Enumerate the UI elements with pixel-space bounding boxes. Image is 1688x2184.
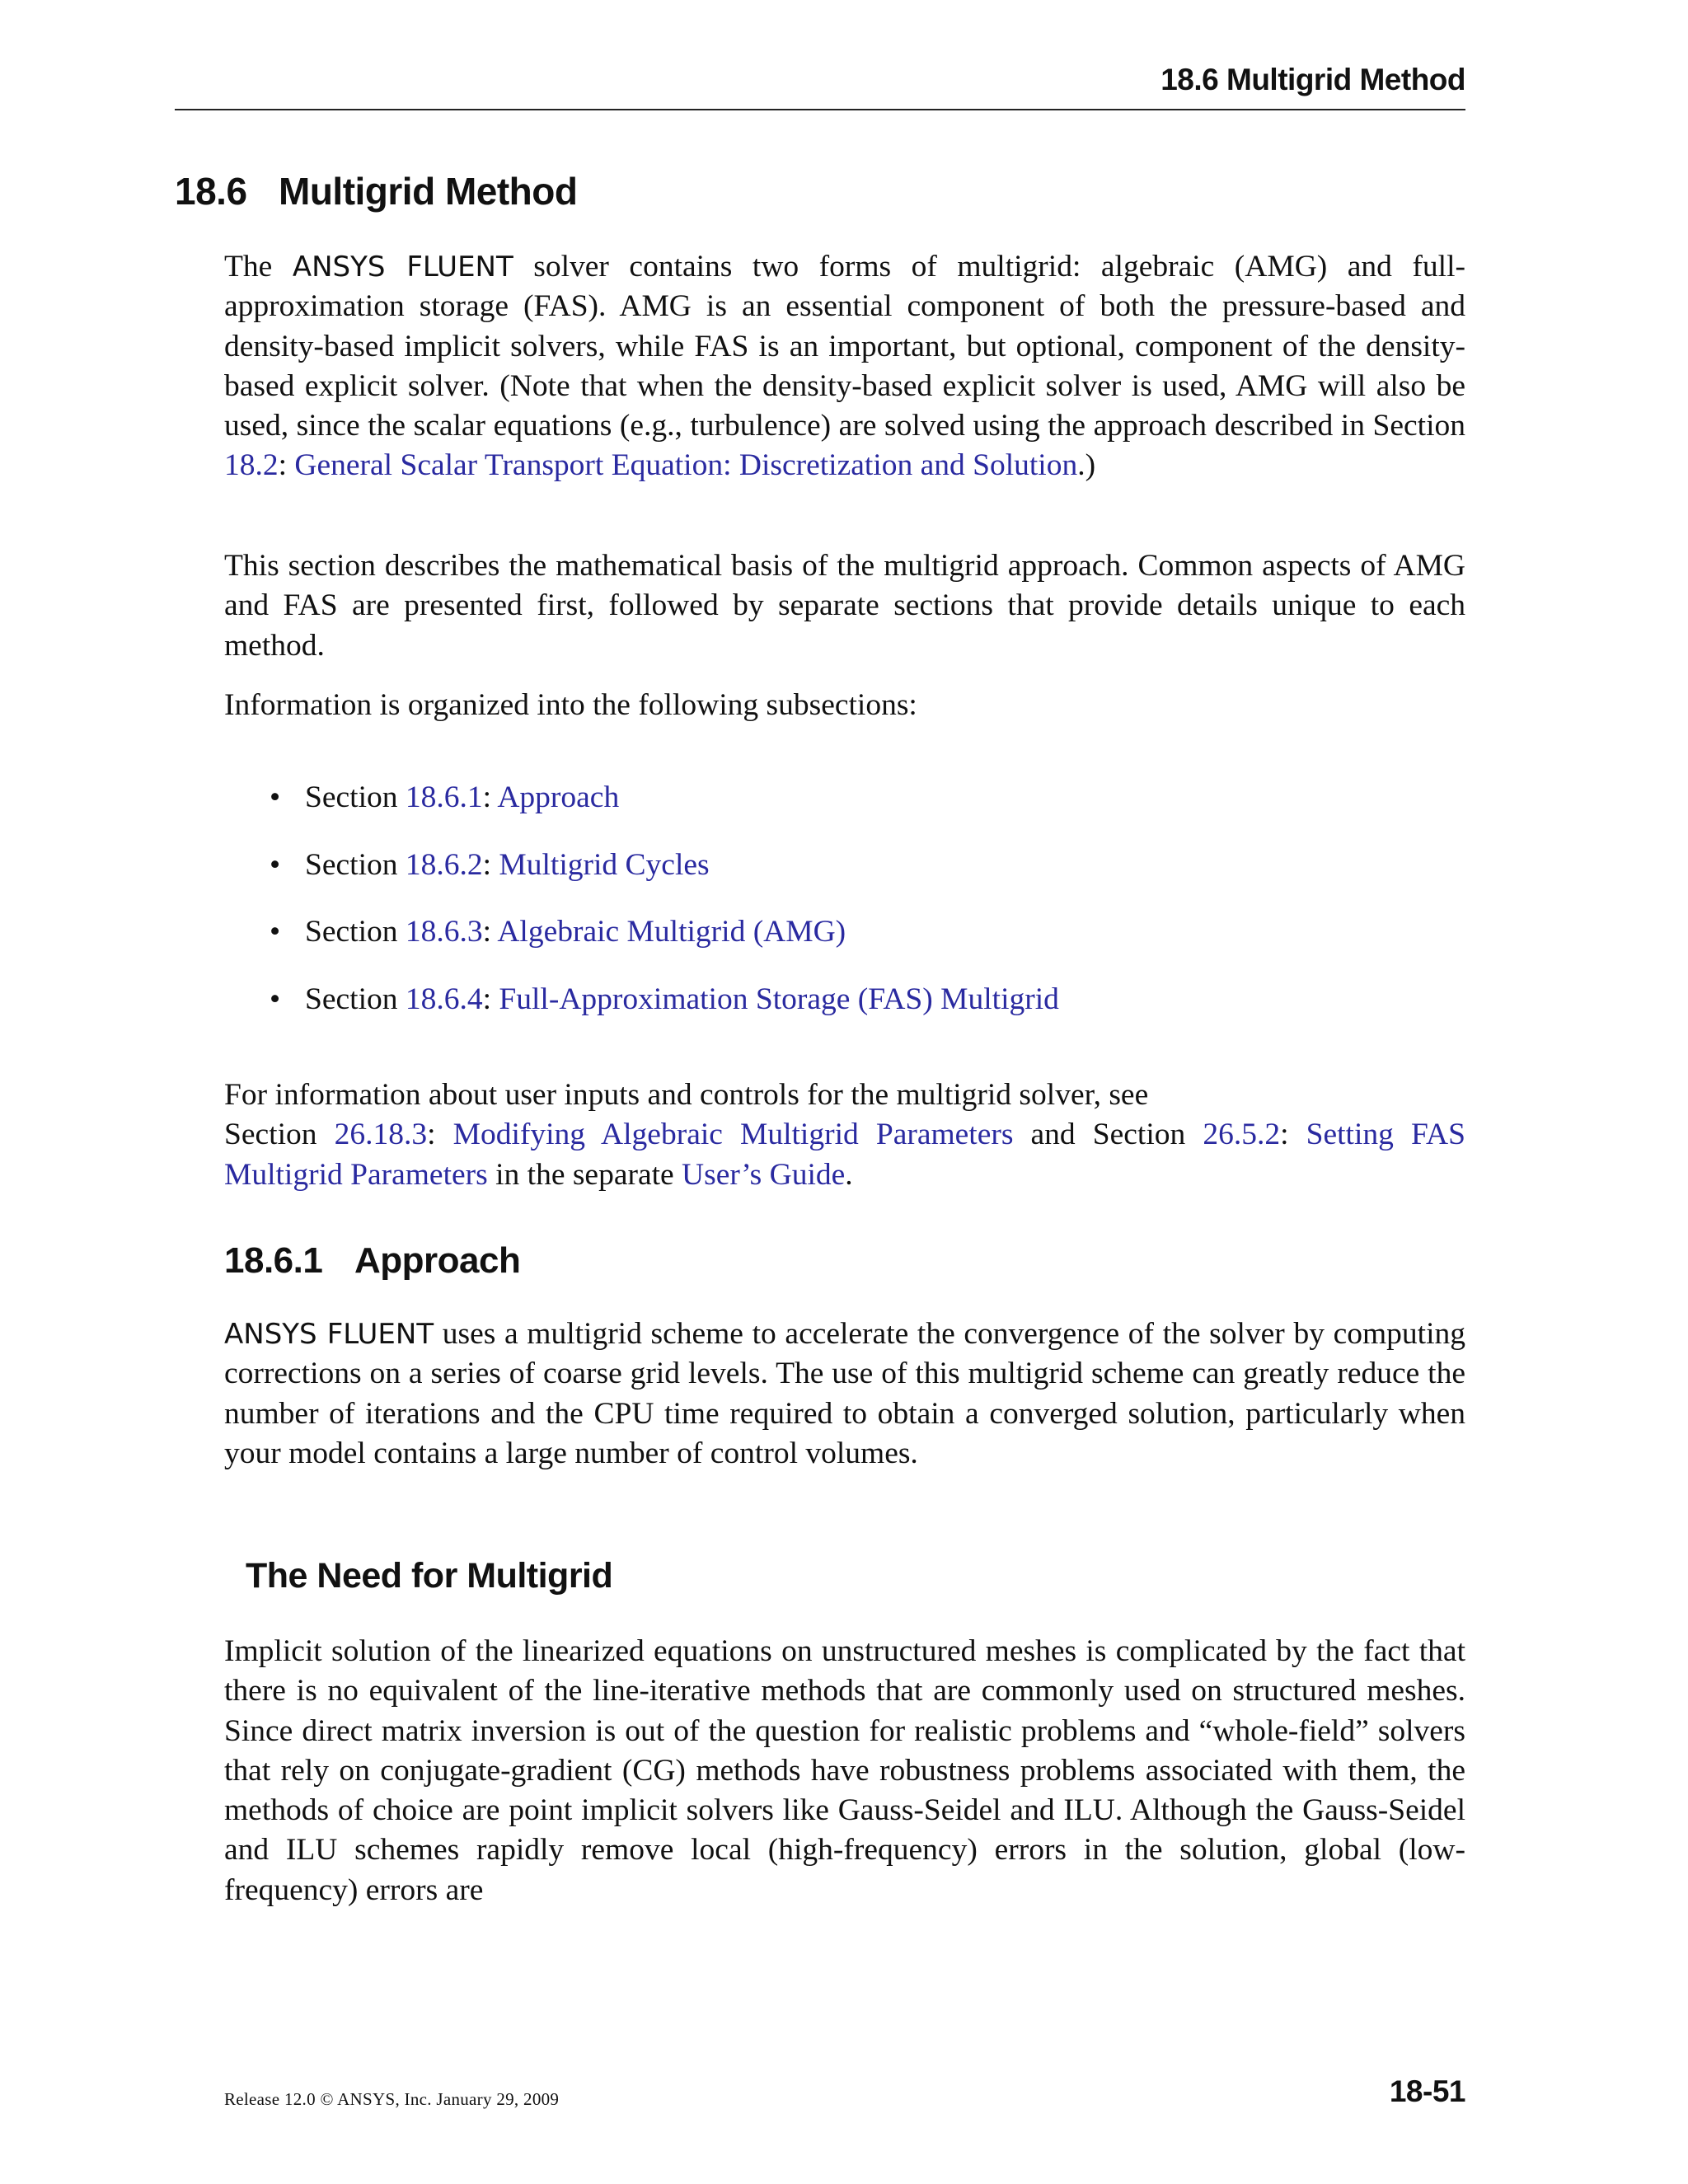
link-18-6-1[interactable]: 18.6.1 [405,780,483,814]
product-name: ANSYS FLUENT [292,251,513,284]
link-fas-multigrid[interactable]: Full-Approximation Storage (FAS) Multigrid [499,982,1059,1016]
approach-paragraph [224,1315,1465,1474]
link-setting-fas-parameters[interactable]: Setting FAS Multigrid Parameters [224,1118,1465,1192]
link-algebraic-multigrid[interactable]: Algebraic Multigrid (AMG) [497,915,846,949]
list-prefix: Section [305,847,406,882]
link-general-scalar-transport[interactable]: General Scalar Transport Equation: Discretization and Solution [294,448,1078,483]
subsection-list [272,778,1059,1047]
colon: : [482,780,498,814]
colon: : [278,448,295,483]
intro-paragraph-1 [224,247,1465,486]
user-inputs-text: For information about user inputs and controls for the multigrid solver, see [224,1078,1149,1112]
running-title: 18.6 Multigrid Method [1160,63,1465,96]
colon: : [427,1118,453,1152]
link-users-guide[interactable]: User’s Guide [682,1157,846,1192]
list-item [272,778,1059,846]
intro-paragraph-3: Information is organized into the following subsections: [224,688,917,722]
subsection-number: 18.6.1 [224,1240,323,1281]
list-prefix: Section [305,915,406,949]
link-18-6-4[interactable]: 18.6.4 [405,982,483,1016]
bullet-icon: • [270,982,281,1016]
user-inputs-text: in the separate [487,1157,682,1192]
bullet-icon: • [270,847,281,882]
section-title: Multigrid Method [279,170,578,213]
release-note: Release 12.0 © ANSYS, Inc. January 29, 2009 [224,2089,560,2109]
running-header [175,59,1465,110]
section-number: 18.6 [175,170,247,213]
need-heading: The Need for Multigrid [246,1556,613,1596]
subsection-title: Approach [354,1240,521,1281]
subsection-heading [224,1240,520,1282]
link-18-6-3[interactable]: 18.6.3 [405,915,483,949]
link-approach[interactable]: Approach [497,780,620,814]
intro-text: .) [1077,448,1096,483]
colon: : [482,847,499,882]
user-inputs-paragraph [224,1076,1465,1195]
link-multigrid-cycles[interactable]: Multigrid Cycles [499,847,710,882]
intro-text: solver contains two forms of multigrid: algebraic (AMG) and full-approximation storage (FAS). AMG is an essential component of both the pressure-based and density-based implicit solvers, while FAS is an important, but optional, component of the density-based explicit solver. (Note that when the density-based explicit solver is used, AMG will also be used, since the scalar equations (e.g., turbulence) are solved using the approach described in Section [224,250,1465,443]
colon: : [1280,1118,1306,1152]
user-inputs-text: Section [224,1118,335,1152]
link-26-5-2[interactable]: 26.5.2 [1203,1118,1281,1152]
product-name: ANSYS FLUENT [224,1318,434,1351]
section-heading [175,169,577,213]
need-paragraph: Implicit solution of the linearized equations on unstructured meshes is complicated by the fact that there is no equivalent of the line-iterative methods that are commonly used on structured meshes. Since direct matrix inversion is out of the question for realistic problems and “whole-field” solvers that rely on conjugate-gradient (CG) methods have robustness problems associated with them, the methods of choice are point implicit solvers like Gauss-Seidel and ILU. Although the Gauss-Seidel and ILU schemes rapidly remove local (high-frequency) errors in the solution, global (low-frequency) errors are [224,1634,1465,1907]
user-inputs-text: . [845,1157,853,1192]
colon: : [482,915,498,949]
colon: : [482,982,499,1016]
approach-text: uses a multigrid scheme to accelerate the convergence of the solver by computing corrections on a series of coarse grid levels. The use of this multigrid scheme can greatly reduce the number of iterations and the CPU time required to obtain a converged solution, particularly when your model contains a large number of control volumes. [224,1317,1465,1470]
list-prefix: Section [305,780,406,814]
link-18-6-2[interactable]: 18.6.2 [405,847,483,882]
link-26-18-3[interactable]: 26.18.3 [334,1118,428,1152]
intro-paragraph-2: This section describes the mathematical basis of the multigrid approach. Common aspects of AMG and FAS are presented first, followed by separate sections that provide details unique to each method. [224,549,1465,663]
list-item [272,846,1059,913]
list-prefix: Section [305,982,406,1016]
user-inputs-text: and Section [1013,1118,1203,1152]
page-number: 18-51 [1389,2074,1465,2108]
link-section-18-2[interactable]: 18.2 [224,448,279,483]
link-modifying-amg-parameters[interactable]: Modifying Algebraic Multigrid Parameters [452,1118,1014,1152]
intro-text: The [224,250,293,284]
list-item [272,912,1059,980]
list-item [272,980,1059,1047]
bullet-icon: • [270,780,281,814]
bullet-icon: • [270,915,281,949]
